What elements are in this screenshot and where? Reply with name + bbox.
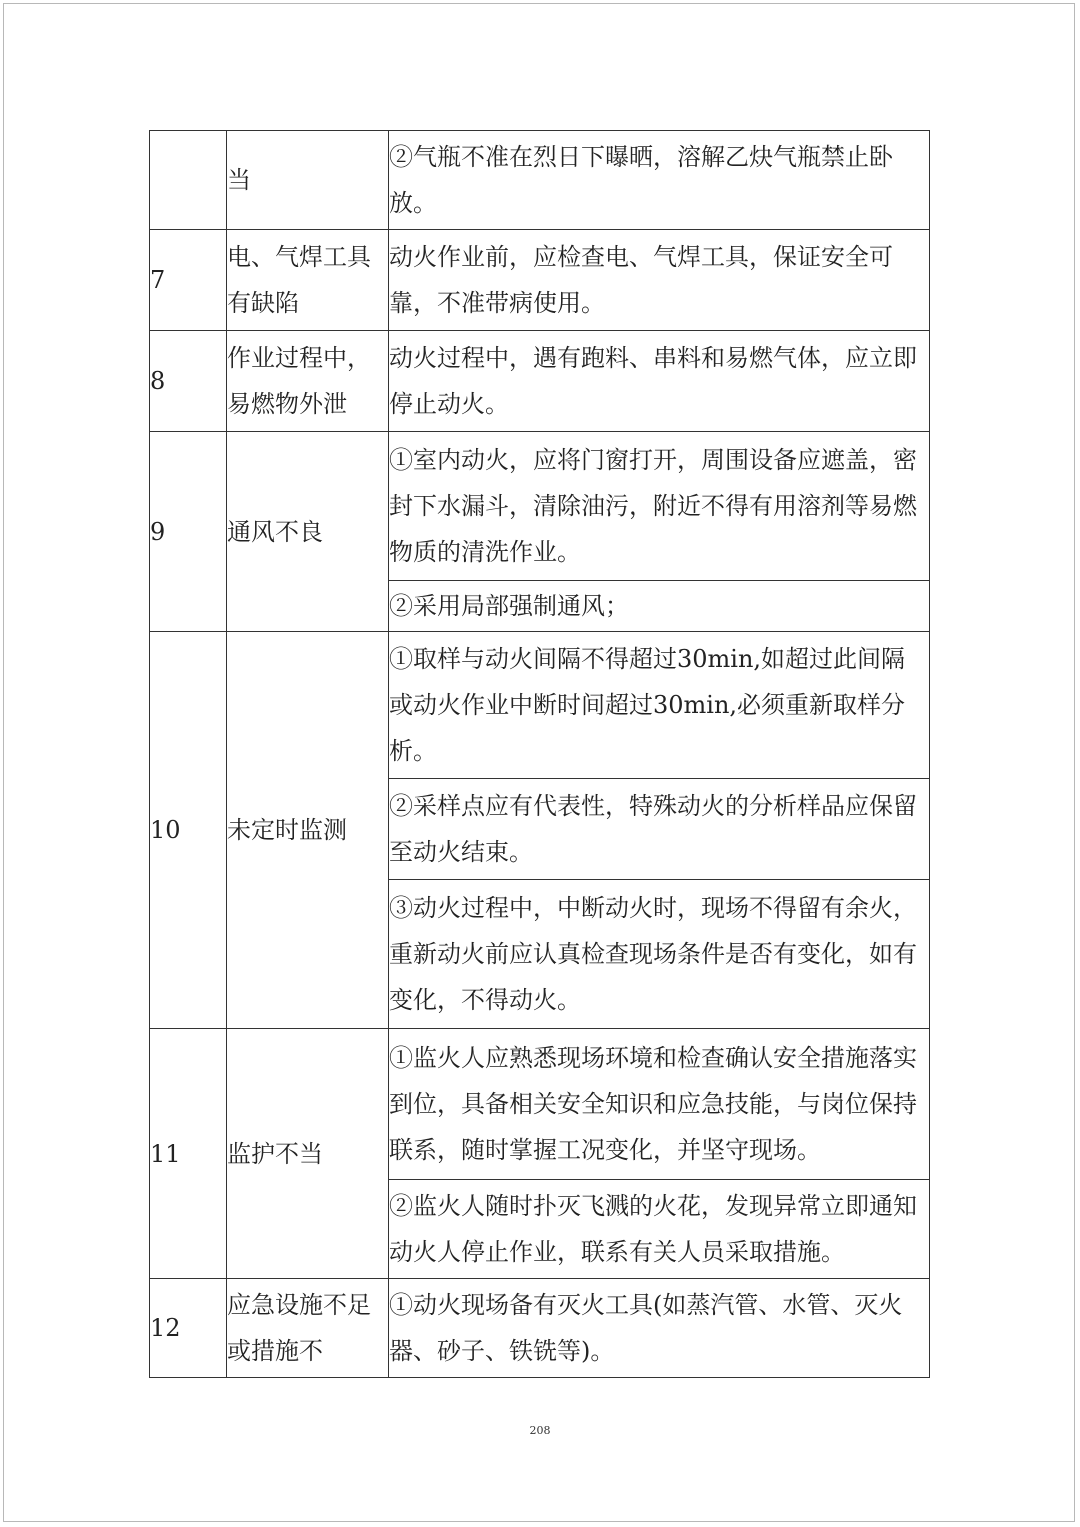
row-number-cell: 9	[150, 432, 227, 632]
table-row	[150, 331, 930, 432]
measure-cell: 动火过程中，遇有跑料、串料和易燃气体，应立即停止动火。	[389, 331, 930, 432]
hazard-cell: 当	[227, 131, 389, 230]
measure-cell: 动火作业前，应检查电、气焊工具，保证安全可靠，不准带病使用。	[389, 230, 930, 331]
measure-cell: ②采样点应有代表性，特殊动火的分析样品应保留至动火结束。	[389, 779, 930, 880]
row-number-cell: 7	[150, 230, 227, 331]
measure-cell: ①室内动火，应将门窗打开，周围设备应遮盖，密封下水漏斗，清除油污，附近不得有用溶剂等易燃物质的清洗作业。	[389, 432, 930, 581]
page-number: 208	[529, 1424, 551, 1437]
hazard-measures-table	[149, 130, 930, 1378]
measure-cell: ①监火人应熟悉现场环境和检查确认安全措施落实到位，具备相关安全知识和应急技能，与岗位保持联系，随时掌握工况变化，并坚守现场。	[389, 1029, 930, 1180]
hazard-cell: 通风不良	[227, 432, 389, 632]
row-number-cell: 10	[150, 632, 227, 1029]
table-row	[150, 1029, 930, 1180]
hazard-cell: 未定时监测	[227, 632, 389, 1029]
measure-cell: ②监火人随时扑灭飞溅的火花，发现异常立即通知动火人停止作业，联系有关人员采取措施。	[389, 1180, 930, 1279]
table-row	[150, 230, 930, 331]
table-row	[150, 131, 930, 230]
hazard-cell: 监护不当	[227, 1029, 389, 1279]
hazard-cell: 作业过程中，易燃物外泄	[227, 331, 389, 432]
table-row	[150, 632, 930, 779]
table-row	[150, 1279, 930, 1378]
measure-cell: ③动火过程中，中断动火时，现场不得留有余火，重新动火前应认真检查现场条件是否有变化，如有变化，不得动火。	[389, 880, 930, 1029]
measure-cell: ②采用局部强制通风；	[389, 581, 930, 632]
measure-cell: ①取样与动火间隔不得超过30min,如超过此间隔或动火作业中断时间超过30min,必须重新取样分析。	[389, 632, 930, 779]
table-row	[150, 432, 930, 581]
hazard-cell: 应急设施不足或措施不	[227, 1279, 389, 1378]
row-number-cell: 8	[150, 331, 227, 432]
hazard-cell: 电、气焊工具有缺陷	[227, 230, 389, 331]
row-number-cell: 11	[150, 1029, 227, 1279]
row-number-cell: 12	[150, 1279, 227, 1378]
measure-cell: ②气瓶不准在烈日下曝晒，溶解乙炔气瓶禁止卧放。	[389, 131, 930, 230]
row-number-cell	[150, 131, 227, 230]
measure-cell: ①动火现场备有灭火工具(如蒸汽管、水管、灭火器、砂子、铁铣等)。	[389, 1279, 930, 1378]
